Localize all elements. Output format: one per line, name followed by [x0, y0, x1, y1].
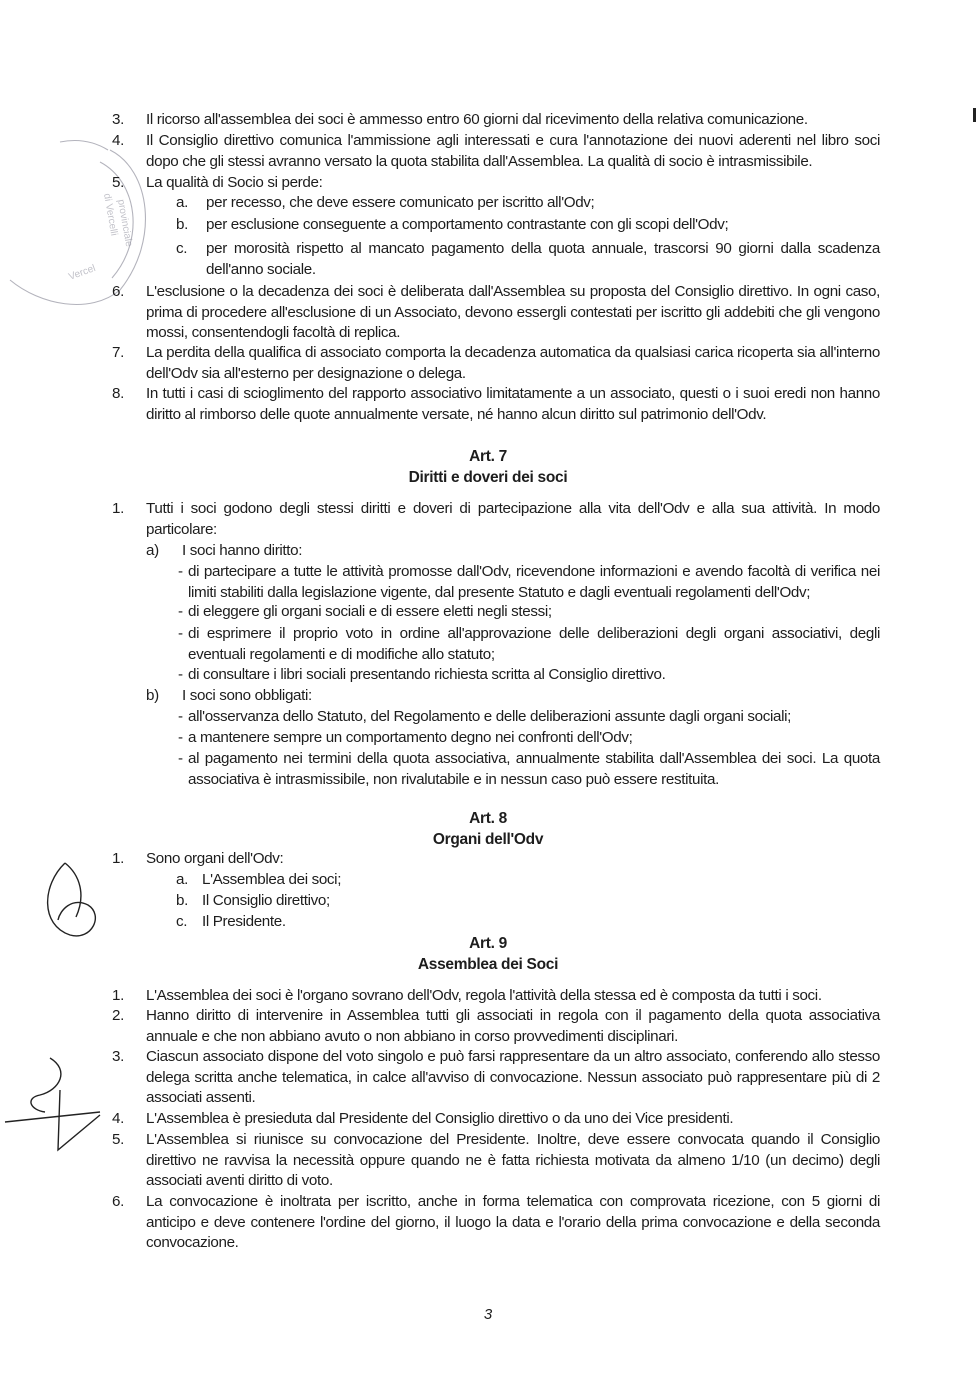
list-item — [112, 986, 880, 1007]
item-text: Sono organi dell'Odv: — [146, 850, 284, 867]
sub-item — [146, 686, 886, 707]
sub-item — [176, 912, 916, 933]
sub-label: b) — [146, 687, 159, 704]
item-text: La perdita della qualifica di associato comporta la decadenza automatica da qualsiasi carica ricoperta sia all'interno dell'Odv sia all'esterno per designazione o delega. — [146, 344, 880, 382]
sub-item — [176, 870, 916, 891]
list-item — [112, 1130, 880, 1192]
list-item — [112, 131, 880, 172]
item-text: Il ricorso all'assemblea dei soci è ammesso entro 60 giorni dal ricevimento della relativa comunicazione. — [146, 111, 808, 128]
sub-item — [176, 215, 916, 236]
list-item — [112, 110, 880, 131]
sub-text: I soci sono obbligati: — [182, 687, 312, 704]
list-item — [112, 1192, 880, 1254]
dash-text: al pagamento nei termini della quota associativa, annualmente stabilita dall'Assemblea dei soci. La quota associativa è intrasmissibile, non rivalutabile e in nessun caso può essere restituita. — [188, 750, 880, 788]
item-number: 5. — [112, 174, 124, 191]
item-text: L'Assemblea si riunisce su convocazione del Presidente. Inoltre, deve essere convocata quando il Consiglio direttivo ne ravvisa la necessità oppure quando ne è fatta richiesta motivata da almeno 1/10 (un decimo) degli associati aventi diritto di voto. — [146, 1131, 880, 1189]
article-subtitle: Diritti e doveri dei soci — [408, 469, 568, 486]
sub-item — [176, 193, 916, 214]
item-text: L'esclusione o la decadenza dei soci è deliberata dall'Assemblea su proposta del Consiglio direttivo. In ogni caso, prima di procedere all'esclusione di un Associato, devono essergli contestati per iscritto gli addebiti che gli vengono mossi, consentendogli facoltà di replica. — [146, 283, 880, 341]
item-number: 2. — [112, 1007, 124, 1024]
sub-item — [176, 891, 916, 912]
item-number: 3. — [112, 1048, 124, 1065]
list-item — [112, 499, 880, 540]
list-item — [112, 1006, 880, 1047]
item-text: Ciascun associato dispone del voto singolo e può farsi rappresentare da un altro associato, conferendo allo stesso delega scritta anche telematica, in calce all'avviso di convocazione. Nessun associato può rappresentare più di 2 associati assenti. — [146, 1048, 880, 1106]
item-text: Hanno diritto di intervenire in Assemblea tutti gli associati in regola con il pagamento della quota associativa annuale e che non abbiano avuto o non abbiano in corso provvedimenti disciplinari. — [146, 1007, 880, 1045]
item-number: 4. — [112, 132, 124, 149]
article-title: Art. 7 — [469, 448, 507, 465]
sub-text: per esclusione conseguente a comportamento contrastante con gli scopi dell'Odv; — [206, 216, 729, 233]
sub-text: per morosità rispetto al mancato pagamento della quota annuale, trascorsi 90 giorni dalla scadenza dell'anno sociale. — [206, 240, 880, 278]
list-item — [112, 173, 880, 194]
item-number: 3. — [112, 111, 124, 128]
dash-text: di eleggere gli organi sociali e di essere eletti negli stessi; — [188, 603, 552, 620]
sub-label: b. — [176, 892, 188, 909]
dash-text: di consultare i libri sociali presentando richiesta scritta al Consiglio direttivo. — [188, 666, 666, 683]
sub-text: Il Consiglio direttivo; — [202, 892, 330, 909]
sub-item — [146, 541, 886, 562]
article-subtitle: Assemblea dei Soci — [417, 956, 559, 973]
dash-item: - all'osservanza dello Statuto, del Regolamento e delle deliberazioni assunte dagli organi sociali; — [178, 707, 880, 728]
item-text: La qualità di Socio si perde: — [146, 174, 323, 191]
sub-item — [176, 239, 880, 280]
dash-item: - di eleggere gli organi sociali e di essere eletti negli stessi; — [178, 602, 880, 623]
dash-text: all'osservanza dello Statuto, del Regolamento e delle deliberazioni assunte dagli organi sociali; — [188, 708, 791, 725]
item-text: In tutti i casi di scioglimento del rapporto associativo limitatamente a un associato, questi o i suoi eredi non hanno diritto al rimborso delle quote annualmente versate, né hanno alcun diritto sul patrimonio dell'Odv. — [146, 385, 880, 423]
dash-item: - a mantenere sempre un comportamento degno nei confronti dell'Odv; — [178, 728, 880, 749]
dash-item: - di esprimere il proprio voto in ordine all'approvazione delle deliberazioni degli organi associativi, degli eventuali regolamenti e di modifiche allo statuto; — [178, 624, 880, 665]
dash-text: di partecipare a tutte le attività promosse dall'Odv, ricevendone informazioni e avendo facoltà di verifica nei limiti stabiliti dalla legislazione vigente, dal presente Statuto e dagli eventuali regolamenti dell'Odv; — [188, 563, 880, 601]
item-text: Tutti i soci godono degli stessi diritti e doveri di partecipazione alla vita dell'Odv e alla sua attività. In modo particolare: — [146, 500, 880, 538]
list-item — [112, 849, 880, 870]
item-text: L'Assemblea è presieduta dal Presidente del Consiglio direttivo o da uno dei Vice presidenti. — [146, 1110, 734, 1127]
item-number: 6. — [112, 283, 124, 300]
list-item — [112, 282, 880, 344]
initials-mark — [0, 1050, 110, 1160]
svg-text:Vercel: Vercel — [67, 262, 98, 283]
sub-label: c. — [176, 913, 188, 930]
item-number: 1. — [112, 987, 124, 1004]
item-number: 4. — [112, 1110, 124, 1127]
article-title: Art. 9 — [469, 935, 507, 952]
list-item — [112, 384, 880, 425]
list-item — [112, 1047, 880, 1109]
dash-text: di esprimere il proprio voto in ordine all'approvazione delle deliberazioni degli organi associativi, degli eventuali regolamenti e di modifiche allo statuto; — [188, 625, 880, 663]
sub-label: a) — [146, 542, 159, 559]
sub-text: I soci hanno diritto: — [182, 542, 303, 559]
item-number: 7. — [112, 344, 124, 361]
svg-text:di Vercelli: di Vercelli — [101, 192, 120, 237]
sub-text: per recesso, che deve essere comunicato per iscritto all'Odv; — [206, 194, 595, 211]
sub-text: L'Assemblea dei soci; — [202, 871, 342, 888]
dash-item: - al pagamento nei termini della quota associativa, annualmente stabilita dall'Assemblea dei soci. La quota associativa è intrasmissibile, non rivalutabile e in nessun caso può essere restituita. — [178, 749, 880, 790]
sub-text: Il Presidente. — [202, 913, 286, 930]
item-text: Il Consiglio direttivo comunica l'ammissione agli interessati e cura l'annotazione dei nuovi aderenti nel libro soci dopo che gli stessi avranno versato la quota stabilita dall'Assemblea. La qualità di socio è intrasmissibile. — [146, 132, 880, 170]
sub-label: a. — [176, 194, 188, 211]
item-number: 5. — [112, 1131, 124, 1148]
dash-text: a mantenere sempre un comportamento degno nei confronti dell'Odv; — [188, 729, 633, 746]
page-number: 3 — [483, 1306, 493, 1323]
item-number: 1. — [112, 500, 124, 517]
sub-label: c. — [176, 240, 188, 257]
item-number: 8. — [112, 385, 124, 402]
list-item — [112, 1109, 880, 1130]
article-subtitle: Organi dell'Odv — [432, 831, 544, 848]
article-title: Art. 8 — [469, 810, 507, 827]
dash-item: - di consultare i libri sociali presentando richiesta scritta al Consiglio direttivo. — [178, 665, 880, 686]
sub-label: a. — [176, 871, 188, 888]
item-text: L'Assemblea dei soci è l'organo sovrano dell'Odv, regola l'attività della stessa ed è composta da tutti i soci. — [146, 987, 822, 1004]
dash-item: - di partecipare a tutte le attività promosse dall'Odv, ricevendone informazioni e avendo facoltà di verifica nei limiti stabiliti dalla legislazione vigente, dal presente Statuto e dagli eventuali regolamenti dell'Odv; — [178, 562, 880, 603]
sub-label: b. — [176, 216, 188, 233]
list-item — [112, 343, 880, 384]
svg-text:provinciale: provinciale — [115, 198, 135, 248]
item-number: 6. — [112, 1193, 124, 1210]
item-number: 1. — [112, 850, 124, 867]
signature-mark — [30, 855, 110, 945]
item-text: La convocazione è inoltrata per iscritto, anche in forma telematica con comprovata ricezione, con 5 giorni di anticipo e deve contenere l'ordine del giorno, il luogo la data e l'orario della prima convocazione e della seconda convocazione. — [146, 1193, 880, 1251]
